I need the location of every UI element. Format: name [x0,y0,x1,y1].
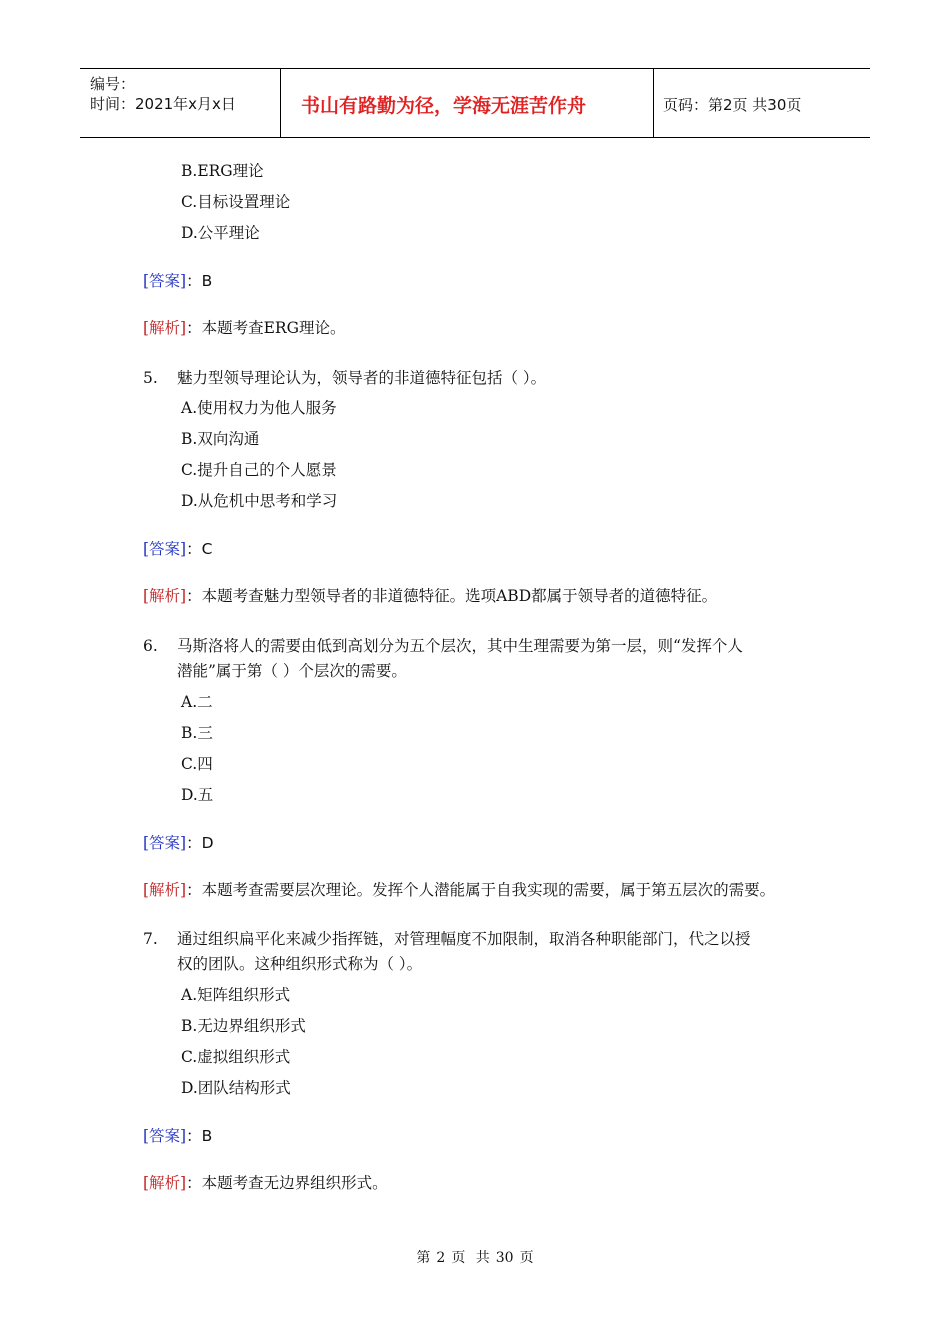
q7-option-b: B.无边界组织形式 [181,1017,306,1035]
q6-text-line2: 潜能”属于第（ ）个层次的需要。 [177,662,407,680]
q6-option-c: C.四 [181,755,213,773]
q6-text-line1: 马斯洛将人的需要由低到高划分为五个层次，其中生理需要为第一层，则“发挥个人 [177,637,743,655]
answer-tag: [答案] [143,272,187,290]
q5-answer [143,539,212,559]
q6-option-a: A.二 [181,693,213,711]
q6-analysis [143,880,775,900]
answer-value: ：D [186,834,214,852]
footer-part: 共 [475,1250,490,1266]
footer-total-pages: 30 [495,1250,514,1266]
q7-text-line2: 权的团队。这种组织形式称为（ ）。 [177,955,423,973]
answer-tag: [答案] [143,834,187,852]
answer-value: ：C [186,540,213,558]
header-page-info: 页码：第2页 共30页 [663,96,802,114]
q5-option-d: D.从危机中思考和学习 [181,492,338,510]
header-motto: 书山有路勤为径，学海无涯苦作舟 [301,95,587,117]
analysis-tag: [解析] [143,319,187,337]
footer-part: 页 [451,1250,466,1266]
analysis-text: ：本题考查魅力型领导者的非道德特征。选项ABD都属于领导者的道德特征。 [186,587,718,605]
q7-option-a: A.矩阵组织形式 [181,986,291,1004]
q7-option-d: D.团队结构形式 [181,1079,291,1097]
analysis-tag: [解析] [143,1174,187,1192]
q5-option-c: C.提升自己的个人愿景 [181,461,337,479]
q5-option-a: A.使用权力为他人服务 [181,399,337,417]
answer-tag: [答案] [143,1127,187,1145]
q4-option-d: D.公平理论 [181,224,260,242]
analysis-text: ：本题考查需要层次理论。发挥个人潜能属于自我实现的需要，属于第五层次的需要。 [186,881,776,899]
q6-option-b: B.三 [181,724,213,742]
footer-part: 第 [416,1250,431,1266]
q4-answer [143,271,212,291]
q4-option-c: C.目标设置理论 [181,193,291,211]
q5-option-b: B.双向沟通 [181,430,260,448]
header-page-cell [654,69,870,137]
answer-tag: [答案] [143,540,187,558]
q4-option-b: B.ERG理论 [181,162,264,180]
header-motto-cell [281,69,654,137]
header-meta [80,69,281,137]
footer-part: 页 [519,1250,534,1266]
q6-option-d: D.五 [181,786,214,804]
q7-analysis [143,1173,388,1193]
page-footer [0,1247,950,1267]
q5-number: 5. [143,369,158,387]
q5-analysis [143,586,717,606]
q6-answer [143,833,214,853]
q5-text: 魅力型领导理论认为，领导者的非道德特征包括（ ）。 [177,369,547,387]
answer-value: ：B [186,272,213,290]
q7-option-c: C.虚拟组织形式 [181,1048,291,1066]
document-date: 时间：2021年x月x日 [90,95,236,113]
q6-number: 6. [143,637,158,655]
q4-analysis [143,318,345,338]
answer-value: ：B [186,1127,213,1145]
footer-current-page: 2 [436,1250,446,1266]
analysis-tag: [解析] [143,881,187,899]
q7-text-line1: 通过组织扁平化来减少指挥链，对管理幅度不加限制，取消各种职能部门，代之以授 [177,930,751,948]
analysis-text: ：本题考查无边界组织形式。 [186,1174,388,1192]
analysis-tag: [解析] [143,587,187,605]
page-header [80,68,870,138]
analysis-text: ：本题考查ERG理论。 [186,319,346,337]
document-number-label: 编号： [90,75,136,93]
q7-answer [143,1126,212,1146]
q7-number: 7. [143,930,158,948]
